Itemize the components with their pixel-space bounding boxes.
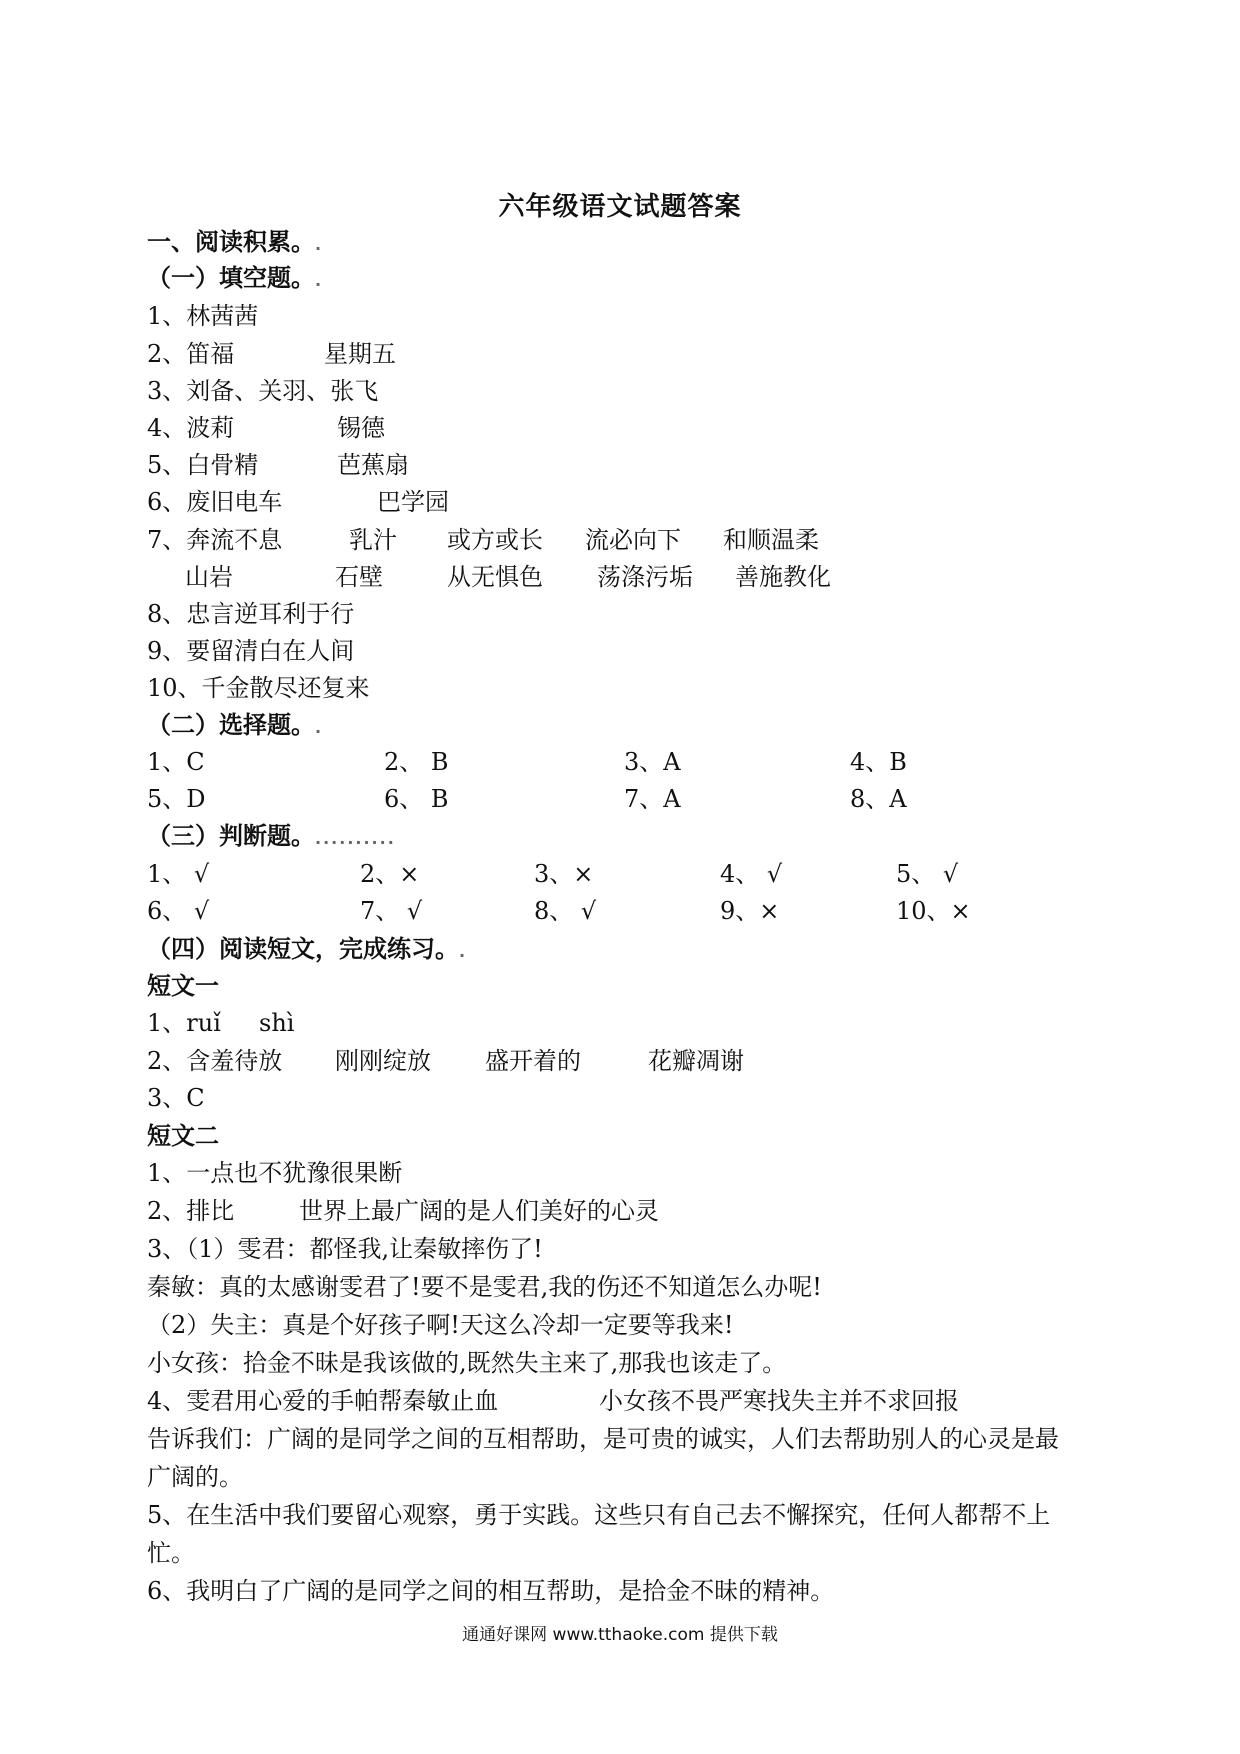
answer-item: 荡涤污垢 (597, 563, 693, 591)
subsection-heading-text: （四）阅读短文，完成练习。 (147, 935, 459, 963)
answer-item: 星期五 (324, 340, 396, 368)
answer-item: 石壁 (335, 563, 383, 591)
answer-item: 2、笛福 (147, 340, 235, 368)
answer-line: 3、刘备、关羽、张飞 (147, 377, 379, 405)
answer-item: 乳汁 (349, 526, 397, 554)
subsection-heading-reading-comprehension (147, 931, 467, 967)
answer-item: 7、 √ (360, 897, 423, 925)
answer-item: 8、 √ (534, 897, 597, 925)
stray-mark: . (459, 942, 468, 961)
answer-item: 4、B (850, 748, 907, 776)
answer-item: 7、A (624, 785, 681, 813)
answer-line (147, 447, 1047, 483)
section-heading-reading-accumulation (147, 224, 323, 260)
answer-line (147, 336, 1047, 372)
answer-line: 小女孩：拾金不昧是我该做的,既然失主来了,那我也该走了。 (147, 1349, 787, 1377)
answer-item: 8、A (850, 785, 907, 813)
answer-line: 6、我明白了广阔的是同学之间的相互帮助，是拾金不昧的精神。 (147, 1577, 835, 1605)
answer-line: 8、忠言逆耳利于行 (147, 600, 355, 628)
answer-item: 4、雯君用心爱的手帕帮秦敏止血 (147, 1387, 499, 1415)
answer-item: 善施教化 (735, 563, 831, 591)
answer-line: 3、C (147, 1084, 205, 1112)
answer-item: 9、× (720, 897, 780, 925)
answer-item: 4、波莉 (147, 414, 235, 442)
answer-item: 5、白骨精 (147, 451, 259, 479)
answer-line: 广阔的。 (147, 1463, 243, 1491)
answer-item: 2、× (360, 860, 420, 888)
passage-heading-1: 短文一 (147, 972, 219, 1000)
subsection-heading-true-false (147, 818, 396, 854)
answer-item: 5、D (147, 785, 206, 813)
answer-item: 盛开着的 (485, 1047, 581, 1075)
answer-item: 7、奔流不息 (147, 526, 283, 554)
answer-line: 忙。 (147, 1539, 195, 1567)
answer-line: 5、在生活中我们要留心观察，勇于实践。这些只有自己去不懈探究，任何人都帮不上 (147, 1501, 1051, 1529)
answer-line: 秦敏：真的太感谢雯君了!要不是雯君,我的伤还不知道怎么办呢! (147, 1273, 822, 1301)
stray-mark: . (315, 271, 324, 290)
answer-line (147, 522, 1047, 558)
answer-line: 10、千金散尽还复来 (147, 674, 370, 702)
subsection-heading-multiple-choice (147, 707, 323, 743)
answer-line: 9、要留清白在人间 (147, 637, 355, 665)
answer-item: 巴学园 (377, 488, 449, 516)
answer-item: 小女孩不畏严寒找失主并不求回报 (599, 1387, 959, 1415)
answer-row (147, 893, 1047, 929)
page-title: 六年级语文试题答案 (498, 192, 742, 222)
answer-line: 1、林茜茜 (147, 302, 259, 330)
answer-item: 2、含羞待放 (147, 1047, 283, 1075)
answer-item: 3、× (534, 860, 594, 888)
answer-line (147, 1193, 1047, 1229)
subsection-heading-text: （二）选择题。 (147, 711, 315, 739)
answer-item: 1、C (147, 748, 205, 776)
answer-item: 芭蕉扇 (337, 451, 409, 479)
answer-item: 山岩 (185, 563, 233, 591)
answer-item: 1、 √ (147, 860, 210, 888)
answer-item: 6、 √ (147, 897, 210, 925)
answer-item: 锡德 (337, 414, 385, 442)
answer-item: 10、× (896, 897, 971, 925)
answer-line (147, 1043, 1047, 1079)
page-footer: 通通好课网 www.tthaoke.com 提供下载 (462, 1625, 778, 1645)
answer-item: 流必向下 (585, 526, 681, 554)
answer-line (147, 1005, 1047, 1041)
answer-item: 从无惧色 (447, 563, 543, 591)
stray-mark: . (315, 718, 324, 737)
answer-item: 刚刚绽放 (335, 1047, 431, 1075)
answer-item: 2、排比 (147, 1197, 235, 1225)
answer-item: 花瓣凋谢 (648, 1047, 744, 1075)
answer-row (147, 781, 1047, 817)
answer-line (147, 484, 1047, 520)
answer-line: （2）失主：真是个好孩子啊!天这么冷却一定要等我来! (147, 1311, 734, 1339)
answer-line (147, 1383, 1047, 1419)
answer-item: 世界上最广阔的是人们美好的心灵 (299, 1197, 659, 1225)
answer-item: 6、废旧电车 (147, 488, 283, 516)
subsection-heading-fill-blank (147, 260, 323, 296)
answer-line (147, 559, 1047, 595)
answer-item: 1、ruǐ (147, 1009, 221, 1037)
answer-row (147, 856, 1047, 892)
answer-line: 1、一点也不犹豫很果断 (147, 1159, 403, 1187)
answer-row (147, 744, 1047, 780)
answer-item: 6、 B (384, 785, 449, 813)
stray-mark: .......... (315, 829, 396, 848)
passage-heading-2: 短文二 (147, 1122, 219, 1150)
answer-item: 5、 √ (896, 860, 959, 888)
answer-item: 或方或长 (447, 526, 543, 554)
answer-line: 告诉我们：广阔的是同学之间的互相帮助，是可贵的诚实，人们去帮助别人的心灵是最 (147, 1425, 1059, 1453)
stray-mark: . (315, 235, 324, 254)
section-heading-text: 一、阅读积累。 (147, 228, 315, 256)
answer-line: 3、（1）雯君：都怪我,让秦敏摔伤了! (147, 1235, 543, 1263)
answer-item: 2、 B (384, 748, 449, 776)
answer-item: shì (259, 1009, 295, 1037)
answer-item: 4、 √ (720, 860, 783, 888)
answer-line (147, 410, 1047, 446)
answer-item: 和顺温柔 (723, 526, 819, 554)
subsection-heading-text: （一）填空题。 (147, 264, 315, 292)
subsection-heading-text: （三）判断题。 (147, 822, 315, 850)
answer-item: 3、A (624, 748, 681, 776)
